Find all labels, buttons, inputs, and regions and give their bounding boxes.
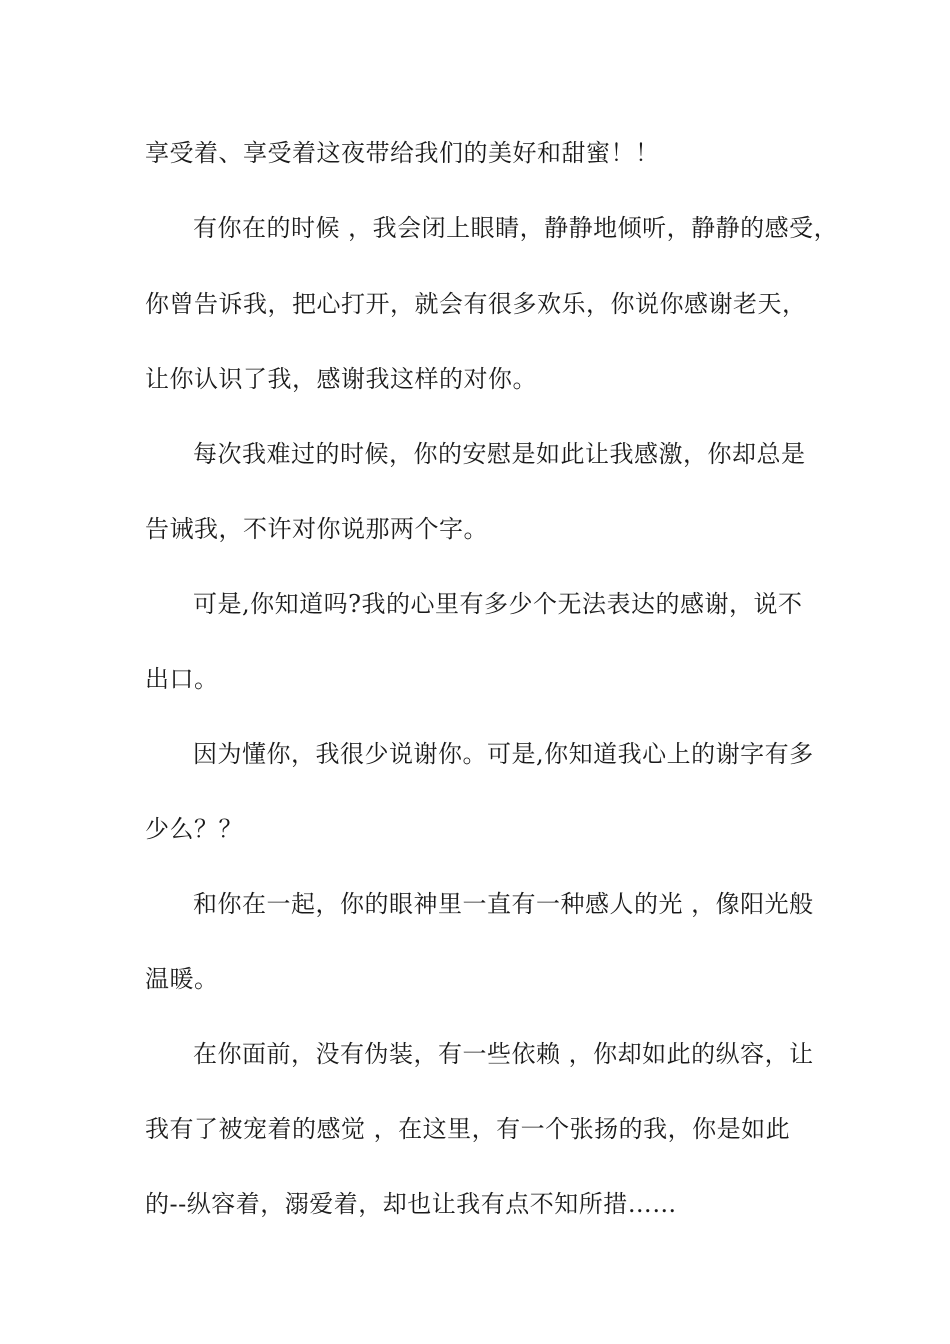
text-line: 出口。 <box>145 665 219 693</box>
text-line: 享受着、享受着这夜带给我们的美好和甜蜜！！ <box>145 139 660 167</box>
paragraph-first-line: 有你在的时候 ，我会闭上眼睛，静静地倾听，静静的感受， <box>193 214 839 242</box>
text-line: 的--纵容着，溺爱着，却也让我有点不知所措…… <box>145 1190 677 1218</box>
paragraph-first-line: 每次我难过的时候，你的安慰是如此让我感激，你却总是 <box>193 440 806 468</box>
paragraph-first-line: 因为懂你，我很少说谢你。可是,你知道我心上的谢字有多 <box>193 740 814 768</box>
text-line: 我有了被宠着的感觉 ，在这里，有一个张扬的我，你是如此 <box>145 1115 791 1143</box>
text-line: 少么？？ <box>145 815 243 843</box>
text-line: 温暖。 <box>145 965 219 993</box>
paragraph-first-line: 在你面前，没有伪装，有一些依赖 ，你却如此的纵容，让 <box>193 1040 814 1068</box>
text-line: 告诫我，不许对你说那两个字。 <box>145 515 488 543</box>
paragraph-first-line: 可是,你知道吗?我的心里有多少个无法表达的感谢，说不 <box>193 590 803 618</box>
paragraph-first-line: 和你在一起，你的眼神里一直有一种感人的光 ，像阳光般 <box>193 890 814 918</box>
text-line: 你曾告诉我，把心打开，就会有很多欢乐，你说你感谢老天， <box>145 290 807 318</box>
text-line: 让你认识了我，感谢我这样的对你。 <box>145 365 537 393</box>
